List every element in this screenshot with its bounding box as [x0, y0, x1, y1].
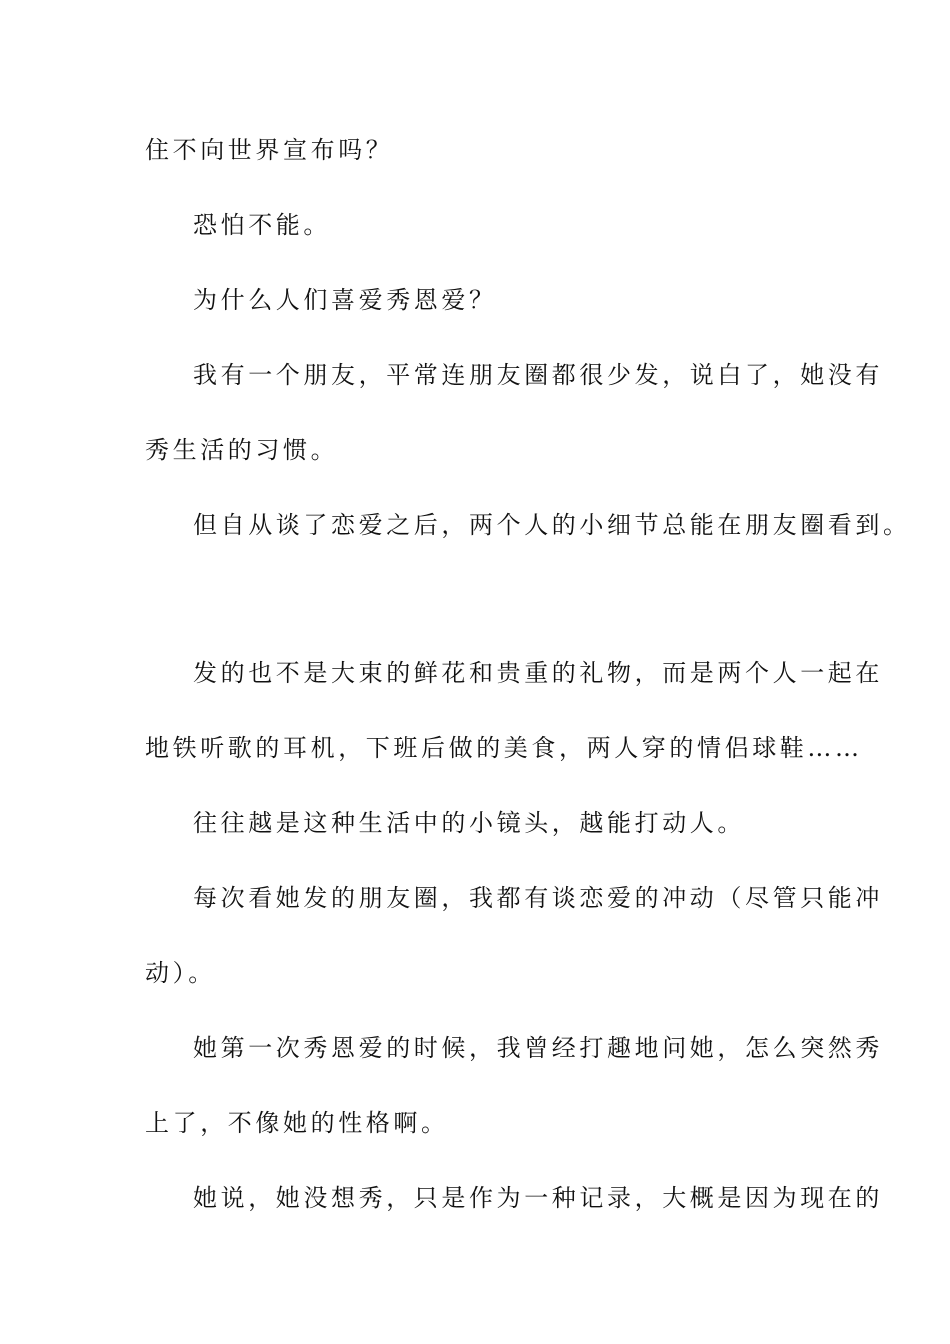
paragraph-line: 每次看她发的朋友圈，我都有谈恋爱的冲动（尽管只能冲: [193, 884, 883, 912]
paragraph-line: 我有一个朋友，平常连朋友圈都很少发，说白了，她没有: [193, 361, 883, 389]
text-line-continuation: 动）。: [145, 959, 216, 987]
paragraph-line: 她说，她没想秀，只是作为一种记录，大概是因为现在的: [193, 1184, 883, 1212]
paragraph-line: 发的也不是大束的鲜花和贵重的礼物，而是两个人一起在: [193, 659, 883, 687]
paragraph-line: 恐怕不能。: [193, 211, 331, 239]
paragraph-line: 往往越是这种生活中的小镜头，越能打动人。: [193, 809, 745, 837]
text-line-continuation: 地铁听歌的耳机，下班后做的美食，两人穿的情侣球鞋……: [145, 734, 863, 762]
paragraph-line: 为什么人们喜爱秀恩爱？: [193, 286, 497, 314]
paragraph-line: 但自从谈了恋爱之后，两个人的小细节总能在朋友圈看到。: [193, 511, 911, 539]
text-line-continuation: 住不向世界宣布吗？: [145, 136, 394, 164]
paragraph-line: 她第一次秀恩爱的时候，我曾经打趣地问她，怎么突然秀: [193, 1034, 883, 1062]
text-line-continuation: 秀生活的习惯。: [145, 436, 339, 464]
text-line-continuation: 上了，不像她的性格啊。: [145, 1109, 449, 1137]
